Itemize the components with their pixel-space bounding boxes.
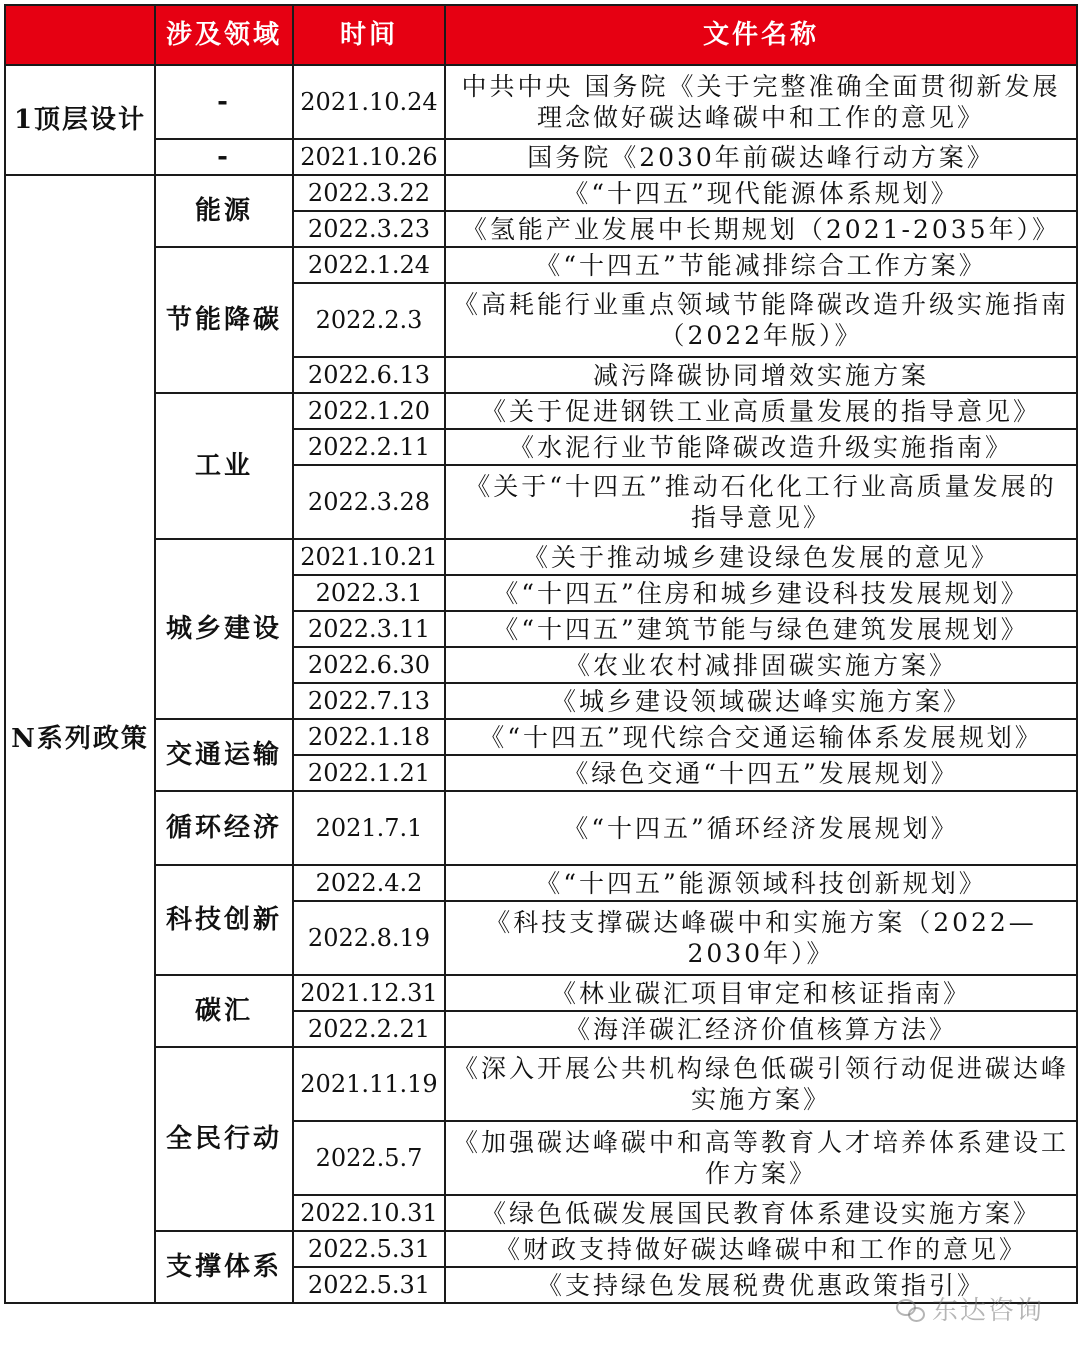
document-cell: 《“十四五”建筑节能与绿色建筑发展规划》: [445, 611, 1077, 647]
domain-cell: -: [155, 65, 293, 139]
table-row: [5, 247, 1077, 283]
domain-cell: 工业: [155, 393, 293, 539]
header-domain: 涉及领域: [155, 5, 293, 65]
domain-cell: 能源: [155, 175, 293, 247]
document-cell: 《支持绿色发展税费优惠政策指引》: [445, 1267, 1077, 1303]
date-cell: 2021.10.24: [293, 65, 445, 139]
document-cell: 《“十四五”节能减排综合工作方案》: [445, 247, 1077, 283]
date-cell: 2022.3.23: [293, 211, 445, 247]
table-row: [5, 393, 1077, 429]
table-body: [5, 65, 1077, 1303]
header-document: 文件名称: [445, 5, 1077, 65]
date-cell: 2022.10.31: [293, 1195, 445, 1231]
document-cell: 《加强碳达峰碳中和高等教育人才培养体系建设工作方案》: [445, 1121, 1077, 1195]
table-row: [5, 1231, 1077, 1267]
date-cell: 2022.6.30: [293, 647, 445, 683]
date-cell: 2022.3.28: [293, 465, 445, 539]
document-cell: 《“十四五”能源领域科技创新规划》: [445, 865, 1077, 901]
document-cell: 《关于促进钢铁工业高质量发展的指导意见》: [445, 393, 1077, 429]
date-cell: 2022.5.31: [293, 1267, 445, 1303]
policy-table: [4, 4, 1078, 1304]
table-row: [5, 1047, 1077, 1121]
document-cell: 减污降碳协同增效实施方案: [445, 357, 1077, 393]
domain-cell: 交通运输: [155, 719, 293, 791]
document-cell: 《高耗能行业重点领域节能降碳改造升级实施指南（2022年版）》: [445, 283, 1077, 357]
header-category: [5, 5, 155, 65]
date-cell: 2022.3.1: [293, 575, 445, 611]
table-row: [5, 975, 1077, 1011]
document-cell: 《氢能产业发展中长期规划（2021-2035年）》: [445, 211, 1077, 247]
date-cell: 2022.1.24: [293, 247, 445, 283]
header-date: 时间: [293, 5, 445, 65]
document-cell: 《“十四五”现代能源体系规划》: [445, 175, 1077, 211]
table-row: [5, 175, 1077, 211]
date-cell: 2021.7.1: [293, 791, 445, 865]
date-cell: 2022.6.13: [293, 357, 445, 393]
document-cell: 《绿色交通“十四五”发展规划》: [445, 755, 1077, 791]
document-cell: 《“十四五”住房和城乡建设科技发展规划》: [445, 575, 1077, 611]
document-cell: 《科技支撑碳达峰碳中和实施方案（2022—2030年）》: [445, 901, 1077, 975]
category-cell: 1顶层设计: [5, 65, 155, 175]
date-cell: 2022.3.22: [293, 175, 445, 211]
table-row: [5, 65, 1077, 139]
domain-cell: -: [155, 139, 293, 175]
date-cell: 2021.10.26: [293, 139, 445, 175]
document-cell: 《“十四五”循环经济发展规划》: [445, 791, 1077, 865]
document-cell: 《海洋碳汇经济价值核算方法》: [445, 1011, 1077, 1047]
date-cell: 2021.12.31: [293, 975, 445, 1011]
document-cell: 《水泥行业节能降碳改造升级实施指南》: [445, 429, 1077, 465]
document-cell: 《深入开展公共机构绿色低碳引领行动促进碳达峰实施方案》: [445, 1047, 1077, 1121]
document-cell: 《“十四五”现代综合交通运输体系发展规划》: [445, 719, 1077, 755]
document-cell: 《关于推动城乡建设绿色发展的意见》: [445, 539, 1077, 575]
date-cell: 2022.5.7: [293, 1121, 445, 1195]
document-cell: 《城乡建设领域碳达峰实施方案》: [445, 683, 1077, 719]
date-cell: 2021.10.21: [293, 539, 445, 575]
date-cell: 2022.5.31: [293, 1231, 445, 1267]
date-cell: 2022.2.3: [293, 283, 445, 357]
table-row: [5, 539, 1077, 575]
domain-cell: 节能降碳: [155, 247, 293, 393]
document-cell: 《关于“十四五”推动石化化工行业高质量发展的指导意见》: [445, 465, 1077, 539]
date-cell: 2022.2.21: [293, 1011, 445, 1047]
document-cell: 中共中央 国务院《关于完整准确全面贯彻新发展理念做好碳达峰碳中和工作的意见》: [445, 65, 1077, 139]
domain-cell: 城乡建设: [155, 539, 293, 719]
category-cell: N系列政策: [5, 175, 155, 1303]
document-cell: 《林业碳汇项目审定和核证指南》: [445, 975, 1077, 1011]
domain-cell: 科技创新: [155, 865, 293, 975]
policy-table-container: [4, 4, 1076, 1304]
watermark-text: 东达咨询: [931, 1296, 1044, 1326]
date-cell: 2022.3.11: [293, 611, 445, 647]
document-cell: 《财政支持做好碳达峰碳中和工作的意见》: [445, 1231, 1077, 1267]
table-row: [5, 139, 1077, 175]
document-cell: 《农业农村减排固碳实施方案》: [445, 647, 1077, 683]
domain-cell: 全民行动: [155, 1047, 293, 1231]
domain-cell: 循环经济: [155, 791, 293, 865]
document-cell: 国务院《2030年前碳达峰行动方案》: [445, 139, 1077, 175]
date-cell: 2022.8.19: [293, 901, 445, 975]
domain-cell: 碳汇: [155, 975, 293, 1047]
table-header-row: [5, 5, 1077, 65]
wechat-icon: [896, 1297, 924, 1321]
table-row: [5, 719, 1077, 755]
date-cell: 2022.1.20: [293, 393, 445, 429]
watermark: [896, 1290, 1044, 1327]
date-cell: 2022.4.2: [293, 865, 445, 901]
document-cell: 《绿色低碳发展国民教育体系建设实施方案》: [445, 1195, 1077, 1231]
date-cell: 2021.11.19: [293, 1047, 445, 1121]
date-cell: 2022.2.11: [293, 429, 445, 465]
date-cell: 2022.7.13: [293, 683, 445, 719]
table-row: [5, 791, 1077, 865]
date-cell: 2022.1.18: [293, 719, 445, 755]
domain-cell: 支撑体系: [155, 1231, 293, 1303]
date-cell: 2022.1.21: [293, 755, 445, 791]
table-row: [5, 865, 1077, 901]
